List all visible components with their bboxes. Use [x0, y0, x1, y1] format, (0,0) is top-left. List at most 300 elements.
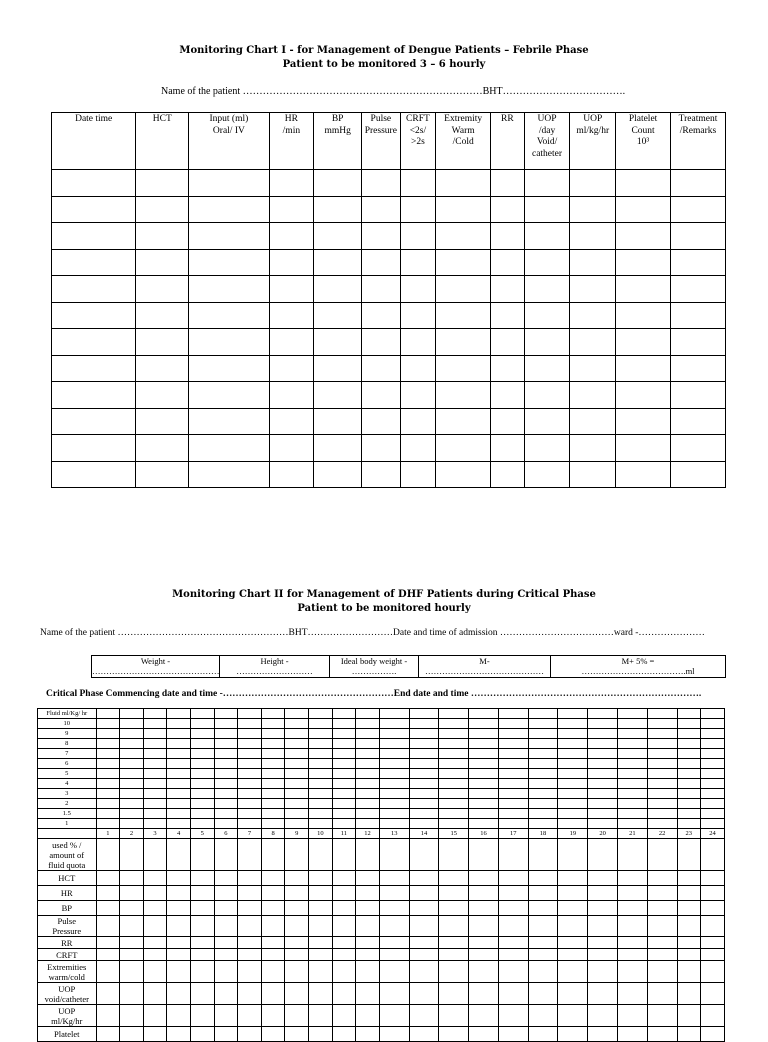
- grid-cell[interactable]: [190, 799, 214, 809]
- entry-cell[interactable]: [491, 276, 525, 303]
- grid-cell[interactable]: [238, 729, 262, 739]
- grid-cell[interactable]: [528, 719, 558, 729]
- entry-cell[interactable]: [52, 408, 136, 435]
- grid-cell[interactable]: [647, 709, 677, 719]
- grid-cell[interactable]: [498, 749, 528, 759]
- entry-cell[interactable]: [570, 329, 616, 356]
- grid-cell[interactable]: [261, 759, 285, 769]
- entry-cell[interactable]: [436, 408, 491, 435]
- grid-cell[interactable]: [261, 799, 285, 809]
- parameter-cell[interactable]: [238, 961, 262, 983]
- parameter-cell[interactable]: [214, 839, 238, 871]
- parameter-cell[interactable]: [617, 983, 647, 1005]
- parameter-cell[interactable]: [647, 916, 677, 937]
- parameter-cell[interactable]: [379, 1027, 409, 1042]
- parameter-cell[interactable]: [617, 961, 647, 983]
- entry-cell[interactable]: [362, 329, 401, 356]
- parameter-cell[interactable]: [190, 983, 214, 1005]
- grid-cell[interactable]: [356, 759, 380, 769]
- entry-cell[interactable]: [436, 329, 491, 356]
- entry-cell[interactable]: [189, 276, 269, 303]
- grid-cell[interactable]: [332, 729, 356, 739]
- entry-cell[interactable]: [269, 170, 314, 197]
- entry-cell[interactable]: [436, 276, 491, 303]
- parameter-cell[interactable]: [238, 901, 262, 916]
- entry-cell[interactable]: [314, 461, 362, 488]
- grid-cell[interactable]: [439, 749, 469, 759]
- parameter-cell[interactable]: [309, 871, 333, 886]
- parameter-cell[interactable]: [96, 961, 120, 983]
- parameter-cell[interactable]: [238, 886, 262, 901]
- parameter-cell[interactable]: [469, 961, 499, 983]
- parameter-cell[interactable]: [309, 983, 333, 1005]
- grid-cell[interactable]: [677, 729, 701, 739]
- grid-cell[interactable]: [617, 759, 647, 769]
- entry-cell[interactable]: [400, 329, 436, 356]
- parameter-cell[interactable]: [356, 916, 380, 937]
- grid-cell[interactable]: [214, 759, 238, 769]
- parameter-cell[interactable]: [528, 961, 558, 983]
- grid-cell[interactable]: [701, 709, 725, 719]
- grid-cell[interactable]: [120, 799, 144, 809]
- entry-cell[interactable]: [524, 249, 570, 276]
- entry-cell[interactable]: [189, 435, 269, 462]
- parameter-cell[interactable]: [439, 1027, 469, 1042]
- grid-cell[interactable]: [96, 769, 120, 779]
- parameter-cell[interactable]: [498, 949, 528, 961]
- parameter-cell[interactable]: [309, 949, 333, 961]
- grid-cell[interactable]: [528, 819, 558, 829]
- parameter-cell[interactable]: [677, 983, 701, 1005]
- parameter-cell[interactable]: [261, 983, 285, 1005]
- grid-cell[interactable]: [214, 819, 238, 829]
- entry-cell[interactable]: [570, 382, 616, 409]
- grid-cell[interactable]: [677, 769, 701, 779]
- parameter-cell[interactable]: [190, 949, 214, 961]
- grid-cell[interactable]: [261, 739, 285, 749]
- parameter-cell[interactable]: [498, 1005, 528, 1027]
- entry-cell[interactable]: [189, 196, 269, 223]
- parameter-cell[interactable]: [143, 901, 167, 916]
- entry-cell[interactable]: [269, 196, 314, 223]
- grid-cell[interactable]: [379, 759, 409, 769]
- entry-cell[interactable]: [269, 382, 314, 409]
- entry-cell[interactable]: [400, 302, 436, 329]
- grid-cell[interactable]: [588, 749, 618, 759]
- entry-cell[interactable]: [362, 249, 401, 276]
- grid-cell[interactable]: [617, 749, 647, 759]
- parameter-cell[interactable]: [96, 1027, 120, 1042]
- grid-cell[interactable]: [214, 779, 238, 789]
- parameter-cell[interactable]: [238, 983, 262, 1005]
- grid-cell[interactable]: [167, 789, 191, 799]
- grid-cell[interactable]: [439, 809, 469, 819]
- parameter-cell[interactable]: [558, 1005, 588, 1027]
- grid-cell[interactable]: [439, 789, 469, 799]
- parameter-cell[interactable]: [120, 886, 144, 901]
- grid-cell[interactable]: [558, 809, 588, 819]
- entry-cell[interactable]: [269, 408, 314, 435]
- entry-cell[interactable]: [314, 382, 362, 409]
- entry-cell[interactable]: [570, 170, 616, 197]
- entry-cell[interactable]: [136, 355, 189, 382]
- entry-cell[interactable]: [52, 196, 136, 223]
- entry-cell[interactable]: [616, 302, 671, 329]
- parameter-cell[interactable]: [261, 839, 285, 871]
- entry-cell[interactable]: [671, 302, 726, 329]
- grid-cell[interactable]: [528, 789, 558, 799]
- entry-cell[interactable]: [189, 223, 269, 250]
- parameter-cell[interactable]: [285, 916, 309, 937]
- grid-cell[interactable]: [309, 789, 333, 799]
- parameter-cell[interactable]: [409, 1027, 439, 1042]
- grid-cell[interactable]: [167, 719, 191, 729]
- grid-cell[interactable]: [332, 719, 356, 729]
- parameter-cell[interactable]: [167, 901, 191, 916]
- parameter-cell[interactable]: [588, 949, 618, 961]
- grid-cell[interactable]: [167, 809, 191, 819]
- parameter-cell[interactable]: [469, 949, 499, 961]
- grid-cell[interactable]: [558, 729, 588, 739]
- grid-cell[interactable]: [214, 769, 238, 779]
- parameter-cell[interactable]: [285, 983, 309, 1005]
- parameter-cell[interactable]: [190, 839, 214, 871]
- entry-cell[interactable]: [524, 408, 570, 435]
- grid-cell[interactable]: [261, 719, 285, 729]
- parameter-cell[interactable]: [309, 1027, 333, 1042]
- parameter-cell[interactable]: [677, 961, 701, 983]
- parameter-cell[interactable]: [261, 937, 285, 949]
- grid-cell[interactable]: [356, 739, 380, 749]
- grid-cell[interactable]: [558, 819, 588, 829]
- parameter-cell[interactable]: [285, 961, 309, 983]
- grid-cell[interactable]: [677, 709, 701, 719]
- grid-cell[interactable]: [409, 769, 439, 779]
- grid-cell[interactable]: [143, 749, 167, 759]
- entry-cell[interactable]: [524, 435, 570, 462]
- grid-cell[interactable]: [498, 709, 528, 719]
- parameter-cell[interactable]: [379, 839, 409, 871]
- grid-cell[interactable]: [96, 809, 120, 819]
- grid-cell[interactable]: [558, 799, 588, 809]
- parameter-cell[interactable]: [96, 949, 120, 961]
- entry-cell[interactable]: [400, 435, 436, 462]
- grid-cell[interactable]: [617, 809, 647, 819]
- entry-cell[interactable]: [52, 355, 136, 382]
- grid-cell[interactable]: [143, 739, 167, 749]
- parameter-cell[interactable]: [647, 949, 677, 961]
- grid-cell[interactable]: [285, 769, 309, 779]
- grid-cell[interactable]: [439, 739, 469, 749]
- grid-cell[interactable]: [120, 819, 144, 829]
- grid-cell[interactable]: [285, 809, 309, 819]
- parameter-cell[interactable]: [558, 983, 588, 1005]
- entry-cell[interactable]: [436, 170, 491, 197]
- grid-cell[interactable]: [469, 789, 499, 799]
- grid-cell[interactable]: [214, 719, 238, 729]
- parameter-cell[interactable]: [617, 916, 647, 937]
- grid-cell[interactable]: [214, 789, 238, 799]
- grid-cell[interactable]: [528, 739, 558, 749]
- grid-cell[interactable]: [701, 819, 725, 829]
- parameter-cell[interactable]: [356, 886, 380, 901]
- parameter-cell[interactable]: [379, 871, 409, 886]
- parameter-cell[interactable]: [309, 916, 333, 937]
- grid-cell[interactable]: [238, 759, 262, 769]
- parameter-cell[interactable]: [261, 886, 285, 901]
- grid-cell[interactable]: [285, 749, 309, 759]
- parameter-cell[interactable]: [190, 886, 214, 901]
- parameter-cell[interactable]: [409, 1005, 439, 1027]
- parameter-cell[interactable]: [439, 983, 469, 1005]
- grid-cell[interactable]: [588, 709, 618, 719]
- entry-cell[interactable]: [52, 302, 136, 329]
- parameter-cell[interactable]: [167, 961, 191, 983]
- grid-cell[interactable]: [332, 749, 356, 759]
- entry-cell[interactable]: [491, 302, 525, 329]
- parameter-cell[interactable]: [588, 916, 618, 937]
- parameter-cell[interactable]: [309, 901, 333, 916]
- parameter-cell[interactable]: [498, 961, 528, 983]
- parameter-cell[interactable]: [528, 886, 558, 901]
- grid-cell[interactable]: [214, 709, 238, 719]
- grid-cell[interactable]: [677, 809, 701, 819]
- grid-cell[interactable]: [309, 739, 333, 749]
- grid-cell[interactable]: [120, 769, 144, 779]
- grid-cell[interactable]: [261, 749, 285, 759]
- parameter-cell[interactable]: [332, 871, 356, 886]
- parameter-cell[interactable]: [261, 1027, 285, 1042]
- entry-cell[interactable]: [136, 382, 189, 409]
- grid-cell[interactable]: [190, 719, 214, 729]
- grid-cell[interactable]: [701, 729, 725, 739]
- grid-cell[interactable]: [528, 709, 558, 719]
- parameter-cell[interactable]: [356, 839, 380, 871]
- grid-cell[interactable]: [617, 729, 647, 739]
- parameter-cell[interactable]: [214, 871, 238, 886]
- grid-cell[interactable]: [309, 779, 333, 789]
- parameter-cell[interactable]: [647, 937, 677, 949]
- entry-cell[interactable]: [436, 355, 491, 382]
- parameter-cell[interactable]: [285, 1027, 309, 1042]
- grid-cell[interactable]: [332, 819, 356, 829]
- parameter-cell[interactable]: [214, 886, 238, 901]
- grid-cell[interactable]: [190, 709, 214, 719]
- parameter-cell[interactable]: [167, 1027, 191, 1042]
- parameter-cell[interactable]: [528, 839, 558, 871]
- grid-cell[interactable]: [167, 709, 191, 719]
- parameter-cell[interactable]: [588, 937, 618, 949]
- grid-cell[interactable]: [356, 809, 380, 819]
- parameter-cell[interactable]: [214, 983, 238, 1005]
- grid-cell[interactable]: [439, 729, 469, 739]
- grid-cell[interactable]: [167, 769, 191, 779]
- parameter-cell[interactable]: [617, 937, 647, 949]
- parameter-cell[interactable]: [439, 901, 469, 916]
- parameter-cell[interactable]: [167, 1005, 191, 1027]
- grid-cell[interactable]: [588, 789, 618, 799]
- grid-cell[interactable]: [528, 799, 558, 809]
- entry-cell[interactable]: [314, 223, 362, 250]
- parameter-cell[interactable]: [701, 901, 725, 916]
- parameter-cell[interactable]: [356, 1027, 380, 1042]
- parameter-cell[interactable]: [701, 1005, 725, 1027]
- grid-cell[interactable]: [588, 729, 618, 739]
- grid-cell[interactable]: [332, 789, 356, 799]
- entry-cell[interactable]: [524, 302, 570, 329]
- grid-cell[interactable]: [409, 719, 439, 729]
- entry-cell[interactable]: [314, 276, 362, 303]
- parameter-cell[interactable]: [701, 871, 725, 886]
- parameter-cell[interactable]: [309, 1005, 333, 1027]
- grid-cell[interactable]: [588, 739, 618, 749]
- entry-cell[interactable]: [524, 276, 570, 303]
- parameter-cell[interactable]: [647, 983, 677, 1005]
- grid-cell[interactable]: [261, 769, 285, 779]
- entry-cell[interactable]: [52, 435, 136, 462]
- grid-cell[interactable]: [285, 799, 309, 809]
- grid-cell[interactable]: [309, 709, 333, 719]
- grid-cell[interactable]: [528, 729, 558, 739]
- grid-cell[interactable]: [677, 779, 701, 789]
- grid-cell[interactable]: [285, 739, 309, 749]
- parameter-cell[interactable]: [120, 1005, 144, 1027]
- parameter-cell[interactable]: [558, 937, 588, 949]
- parameter-cell[interactable]: [143, 916, 167, 937]
- grid-cell[interactable]: [261, 819, 285, 829]
- entry-cell[interactable]: [570, 196, 616, 223]
- parameter-cell[interactable]: [332, 937, 356, 949]
- entry-cell[interactable]: [136, 408, 189, 435]
- entry-cell[interactable]: [616, 196, 671, 223]
- parameter-cell[interactable]: [379, 961, 409, 983]
- grid-cell[interactable]: [528, 749, 558, 759]
- grid-cell[interactable]: [285, 789, 309, 799]
- entry-cell[interactable]: [436, 302, 491, 329]
- grid-cell[interactable]: [379, 749, 409, 759]
- grid-cell[interactable]: [332, 709, 356, 719]
- parameter-cell[interactable]: [498, 839, 528, 871]
- grid-cell[interactable]: [143, 779, 167, 789]
- grid-cell[interactable]: [96, 739, 120, 749]
- entry-cell[interactable]: [136, 461, 189, 488]
- grid-cell[interactable]: [701, 719, 725, 729]
- grid-cell[interactable]: [356, 779, 380, 789]
- parameter-cell[interactable]: [701, 916, 725, 937]
- grid-cell[interactable]: [285, 709, 309, 719]
- parameter-cell[interactable]: [167, 937, 191, 949]
- grid-cell[interactable]: [379, 779, 409, 789]
- parameter-cell[interactable]: [332, 949, 356, 961]
- parameter-cell[interactable]: [96, 1005, 120, 1027]
- parameter-cell[interactable]: [309, 839, 333, 871]
- grid-cell[interactable]: [588, 719, 618, 729]
- parameter-cell[interactable]: [701, 1027, 725, 1042]
- entry-cell[interactable]: [524, 196, 570, 223]
- grid-cell[interactable]: [409, 799, 439, 809]
- grid-cell[interactable]: [647, 769, 677, 779]
- entry-cell[interactable]: [362, 223, 401, 250]
- entry-cell[interactable]: [570, 435, 616, 462]
- grid-cell[interactable]: [214, 729, 238, 739]
- grid-cell[interactable]: [379, 709, 409, 719]
- grid-cell[interactable]: [120, 779, 144, 789]
- grid-cell[interactable]: [528, 809, 558, 819]
- grid-cell[interactable]: [214, 809, 238, 819]
- entry-cell[interactable]: [671, 382, 726, 409]
- parameter-cell[interactable]: [96, 871, 120, 886]
- grid-cell[interactable]: [701, 749, 725, 759]
- grid-cell[interactable]: [498, 779, 528, 789]
- parameter-cell[interactable]: [143, 983, 167, 1005]
- entry-cell[interactable]: [52, 329, 136, 356]
- parameter-cell[interactable]: [439, 961, 469, 983]
- grid-cell[interactable]: [238, 799, 262, 809]
- entry-cell[interactable]: [436, 382, 491, 409]
- parameter-cell[interactable]: [528, 1005, 558, 1027]
- grid-cell[interactable]: [469, 749, 499, 759]
- parameter-cell[interactable]: [356, 901, 380, 916]
- parameter-cell[interactable]: [558, 901, 588, 916]
- parameter-cell[interactable]: [96, 901, 120, 916]
- parameter-cell[interactable]: [96, 839, 120, 871]
- grid-cell[interactable]: [238, 789, 262, 799]
- grid-cell[interactable]: [356, 729, 380, 739]
- grid-cell[interactable]: [190, 759, 214, 769]
- parameter-cell[interactable]: [677, 1027, 701, 1042]
- grid-cell[interactable]: [469, 729, 499, 739]
- grid-cell[interactable]: [379, 819, 409, 829]
- grid-cell[interactable]: [677, 819, 701, 829]
- parameter-cell[interactable]: [439, 916, 469, 937]
- parameter-cell[interactable]: [409, 983, 439, 1005]
- grid-cell[interactable]: [558, 779, 588, 789]
- entry-cell[interactable]: [570, 276, 616, 303]
- parameter-cell[interactable]: [439, 886, 469, 901]
- grid-cell[interactable]: [588, 759, 618, 769]
- grid-cell[interactable]: [261, 789, 285, 799]
- entry-cell[interactable]: [616, 329, 671, 356]
- parameter-cell[interactable]: [558, 961, 588, 983]
- entry-cell[interactable]: [136, 196, 189, 223]
- entry-cell[interactable]: [314, 302, 362, 329]
- parameter-cell[interactable]: [214, 1005, 238, 1027]
- grid-cell[interactable]: [190, 749, 214, 759]
- grid-cell[interactable]: [409, 779, 439, 789]
- grid-cell[interactable]: [647, 719, 677, 729]
- parameter-cell[interactable]: [285, 1005, 309, 1027]
- parameter-cell[interactable]: [120, 901, 144, 916]
- grid-cell[interactable]: [469, 799, 499, 809]
- parameter-cell[interactable]: [190, 961, 214, 983]
- entry-cell[interactable]: [400, 408, 436, 435]
- parameter-cell[interactable]: [439, 839, 469, 871]
- parameter-cell[interactable]: [143, 839, 167, 871]
- grid-cell[interactable]: [617, 769, 647, 779]
- grid-cell[interactable]: [167, 759, 191, 769]
- grid-cell[interactable]: [238, 769, 262, 779]
- entry-cell[interactable]: [362, 196, 401, 223]
- parameter-cell[interactable]: [167, 949, 191, 961]
- parameter-cell[interactable]: [677, 886, 701, 901]
- parameter-cell[interactable]: [588, 901, 618, 916]
- parameter-cell[interactable]: [701, 983, 725, 1005]
- parameter-cell[interactable]: [469, 1005, 499, 1027]
- parameter-cell[interactable]: [379, 937, 409, 949]
- parameter-cell[interactable]: [498, 871, 528, 886]
- grid-cell[interactable]: [439, 819, 469, 829]
- grid-cell[interactable]: [647, 729, 677, 739]
